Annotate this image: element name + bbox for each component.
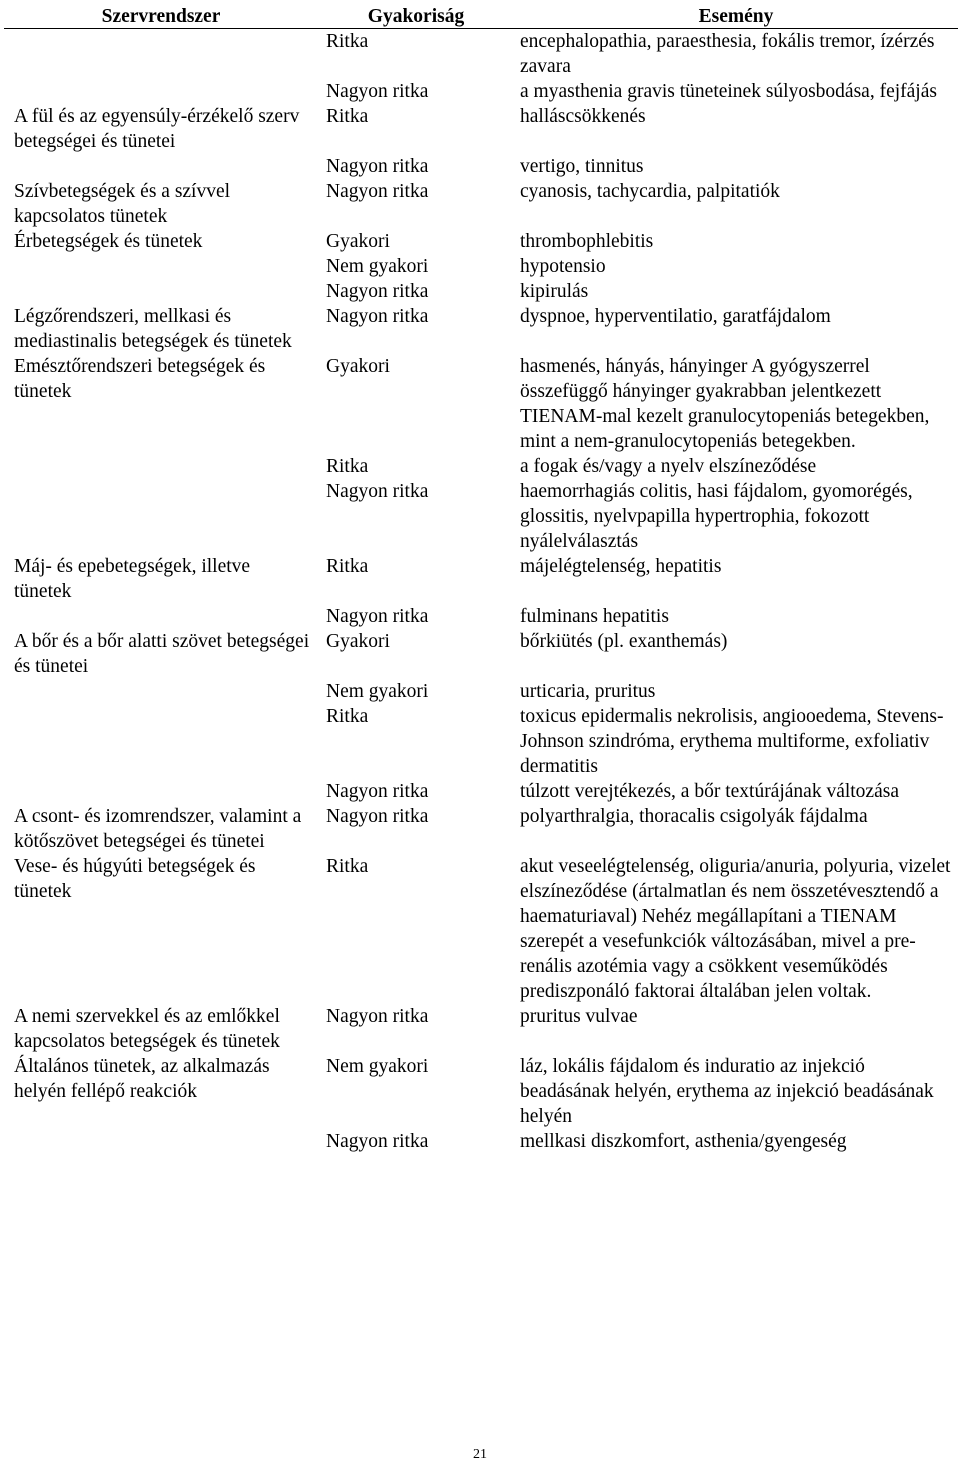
event-cell: túlzott verejtékezés, a bőr textúrájának változása [520, 781, 899, 802]
table-row [4, 604, 958, 629]
event-cell: hypotensio [520, 256, 606, 277]
frequency-cell: Ritka [326, 556, 369, 577]
event-cell: hasmenés, hányás, hányinger A gyógyszerrel összefüggő hányinger gyakrabban jelentkezett TIENAM-mal kezelt granulocytopeniás betegekben, mint a nem-granulocytopeniás betegekben. [520, 356, 930, 452]
frequency-cell: Nagyon ritka [326, 156, 429, 177]
header-organ-system: Szervrendszer [4, 6, 318, 29]
table-row [4, 354, 958, 454]
table-row [4, 229, 958, 254]
table-row [4, 629, 958, 679]
organ-system-cell [4, 479, 318, 554]
frequency-cell: Nagyon ritka [326, 181, 429, 202]
frequency-cell: Ritka [326, 31, 369, 52]
table-body [4, 29, 958, 1155]
frequency-cell: Ritka [326, 706, 369, 727]
table-row [4, 779, 958, 804]
event-cell: dyspnoe, hyperventilatio, garatfájdalom [520, 306, 831, 327]
event-cell: akut veseelégtelenség, oliguria/anuria, polyuria, vizelet elszíneződése (ártalmatlan és nem összetévesztendő a haematuriaval) Nehéz megállapítani a TIENAM szerepét a vesefunkciók változásában, mivel a pre-renális azotémia vagy a csökkent veseműködés prediszponáló faktorai általában jelen voltak. [520, 856, 951, 1002]
frequency-cell: Ritka [326, 456, 369, 477]
event-cell: cyanosis, tachycardia, palpitatiók [520, 181, 780, 202]
organ-system-cell: A bőr és a bőr alatti szövet betegségei és tünetei [14, 631, 310, 677]
table-row [4, 79, 958, 104]
frequency-cell: Gyakori [326, 231, 390, 252]
organ-system-cell [4, 454, 318, 479]
organ-system-cell [4, 704, 318, 779]
table-row [4, 179, 958, 229]
frequency-cell: Nem gyakori [326, 681, 429, 702]
header-event: Esemény [514, 6, 958, 29]
organ-system-cell: Légzőrendszeri, mellkasi és mediastinalis betegségek és tünetek [14, 306, 292, 352]
table-row [4, 29, 958, 80]
event-cell: haemorrhagiás colitis, hasi fájdalom, gyomorégés, glossitis, nyelvpapilla hypertrophia, fokozott nyálelválasztás [520, 481, 913, 552]
event-cell: urticaria, pruritus [520, 681, 656, 702]
organ-system-cell: Érbetegségek és tünetek [14, 231, 203, 252]
event-cell: pruritus vulvae [520, 1006, 638, 1027]
table-row [4, 854, 958, 1004]
page-number: 21 [473, 1447, 487, 1462]
frequency-cell: Nagyon ritka [326, 306, 429, 327]
event-cell: mellkasi diszkomfort, asthenia/gyengeség [520, 1131, 847, 1152]
table-row [4, 704, 958, 779]
frequency-cell: Gyakori [326, 356, 390, 377]
header-frequency: Gyakoriság [318, 6, 514, 29]
table-row [4, 279, 958, 304]
frequency-cell: Nagyon ritka [326, 81, 429, 102]
table-row [4, 679, 958, 704]
event-cell: bőrkiütés (pl. exanthemás) [520, 631, 728, 652]
event-cell: encephalopathia, paraesthesia, fokális tremor, ízérzés zavara [520, 31, 935, 77]
table-row [4, 554, 958, 604]
frequency-cell: Nagyon ritka [326, 1131, 429, 1152]
frequency-cell: Nagyon ritka [326, 606, 429, 627]
event-cell: thrombophlebitis [520, 231, 654, 252]
organ-system-cell [4, 254, 318, 279]
table-row [4, 479, 958, 554]
frequency-cell: Nagyon ritka [326, 281, 429, 302]
event-cell: halláscsökkenés [520, 106, 646, 127]
organ-system-cell: A csont- és izomrendszer, valamint a kötőszövet betegségei és tünetei [14, 806, 302, 852]
organ-system-cell [4, 279, 318, 304]
organ-system-cell: Emésztőrendszeri betegségek és tünetek [14, 356, 266, 402]
table-row [4, 1054, 958, 1129]
event-cell: láz, lokális fájdalom és induratio az injekció beadásának helyén, erythema az injekció beadásának helyén [520, 1056, 934, 1127]
event-cell: a fogak és/vagy a nyelv elszíneződése [520, 456, 817, 477]
frequency-cell: Ritka [326, 856, 369, 877]
organ-system-cell [4, 679, 318, 704]
frequency-cell: Gyakori [326, 631, 390, 652]
organ-system-cell: Szívbetegségek és a szívvel kapcsolatos tünetek [14, 181, 231, 227]
event-cell: fulminans hepatitis [520, 606, 669, 627]
table-row [4, 304, 958, 354]
event-cell: polyarthralgia, thoracalis csigolyák fájdalma [520, 806, 868, 827]
frequency-cell: Nagyon ritka [326, 481, 429, 502]
frequency-cell: Nem gyakori [326, 1056, 429, 1077]
table-row [4, 804, 958, 854]
organ-system-cell [4, 154, 318, 179]
table-header-row [4, 6, 958, 29]
organ-system-cell: A nemi szervekkel és az emlőkkel kapcsolatos betegségek és tünetek [14, 1006, 280, 1052]
organ-system-cell [4, 779, 318, 804]
table-row [4, 154, 958, 179]
table-row [4, 254, 958, 279]
event-cell: toxicus epidermalis nekrolisis, angiooedema, Stevens-Johnson szindróma, erythema multiforme, exfoliativ dermatitis [520, 706, 944, 777]
adverse-events-table [4, 6, 958, 1154]
organ-system-cell [4, 29, 318, 80]
organ-system-cell: Vese- és húgyúti betegségek és tünetek [14, 856, 256, 902]
event-cell: vertigo, tinnitus [520, 156, 644, 177]
table-row [4, 1129, 958, 1154]
frequency-cell: Nagyon ritka [326, 1006, 429, 1027]
organ-system-cell: Általános tünetek, az alkalmazás helyén fellépő reakciók [14, 1056, 270, 1102]
organ-system-cell [4, 1129, 318, 1154]
event-cell: a myasthenia gravis tüneteinek súlyosbodása, fejfájás [520, 81, 937, 102]
frequency-cell: Nem gyakori [326, 256, 429, 277]
table-row [4, 104, 958, 154]
event-cell: kipirulás [520, 281, 589, 302]
organ-system-cell: Máj- és epebetegségek, illetve tünetek [14, 556, 251, 602]
organ-system-cell: A fül és az egyensúly-érzékelő szerv betegségei és tünetei [14, 106, 300, 152]
table-row [4, 454, 958, 479]
frequency-cell: Ritka [326, 106, 369, 127]
organ-system-cell [4, 604, 318, 629]
event-cell: májelégtelenség, hepatitis [520, 556, 722, 577]
table-row [4, 1004, 958, 1054]
frequency-cell: Nagyon ritka [326, 806, 429, 827]
organ-system-cell [4, 79, 318, 104]
frequency-cell: Nagyon ritka [326, 781, 429, 802]
